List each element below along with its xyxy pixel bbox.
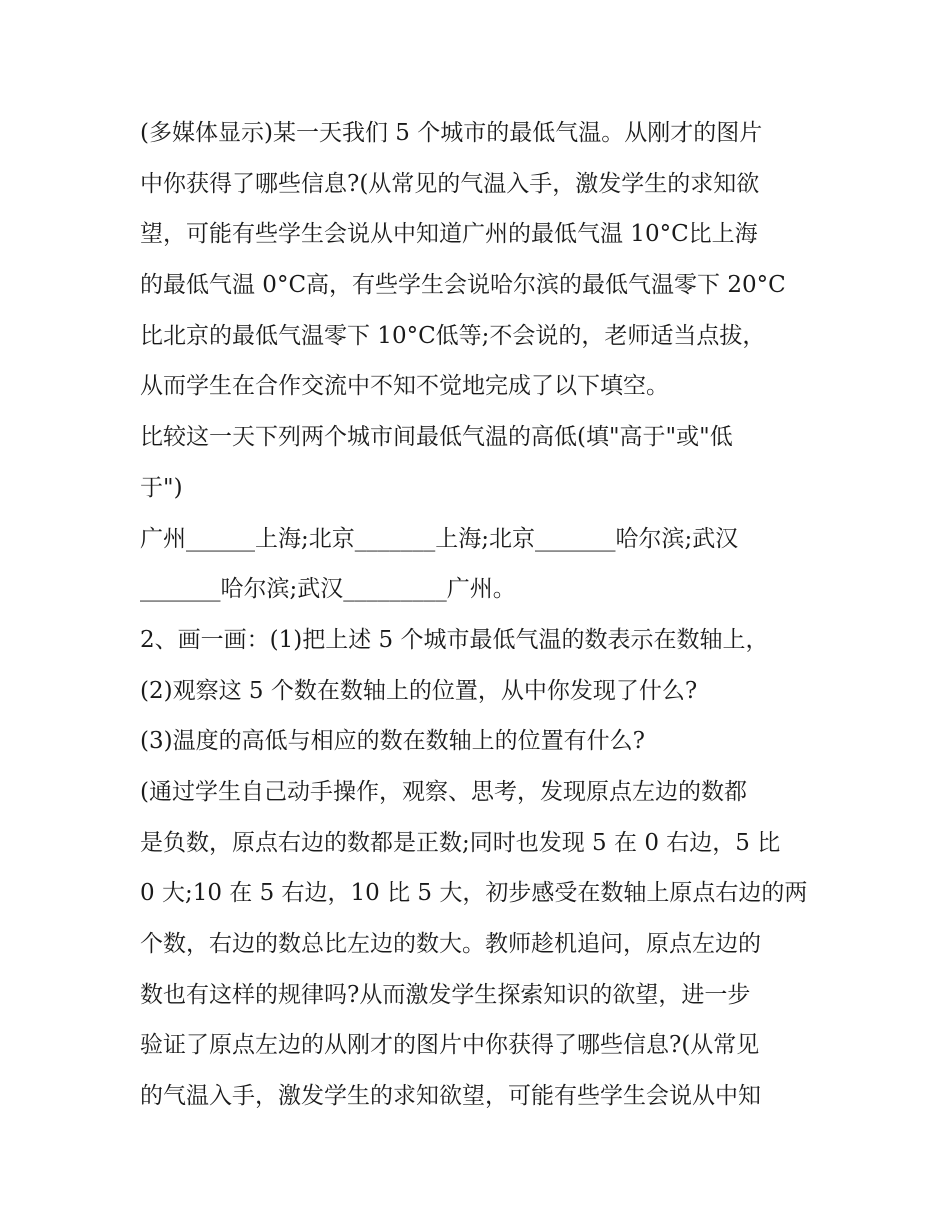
text-line: 个数，右边的数总比左边的数大。教师趁机追问，原点左边的 <box>140 931 761 957</box>
text-line: 中你获得了哪些信息?(从常见的气温入手，激发学生的求知欲 <box>140 170 760 197</box>
text-line: (2)观察这 5 个数在数轴上的位置，从中你发现了什么? <box>140 677 698 704</box>
text-line: 比北京的最低气温零下 10°C低等;不会说的，老师适当点拔， <box>140 322 766 349</box>
text-line: 比较这一天下列两个城市间最低气温的高低(填"高于"或"低 <box>140 424 733 451</box>
text-line: (通过学生自己动手操作，观察、思考，发现原点左边的数都 <box>140 778 747 805</box>
text-line: 望，可能有些学生会说从中知道广州的最低气温 10°C比上海 <box>140 221 758 248</box>
fill-in-blank-line: 广州______上海;北京_______上海;北京_______哈尔滨;武汉 <box>140 525 739 552</box>
document-body <box>140 108 830 1122</box>
text-line: 2、画一画：(1)把上述 5 个城市最低气温的数表示在数轴上， <box>140 626 769 653</box>
text-line: 的最低气温 0°C高，有些学生会说哈尔滨的最低气温零下 20°C <box>140 272 786 299</box>
text-line: 是负数，原点右边的数都是正数;同时也发现 5 在 0 右边，5 比 <box>140 829 781 856</box>
text-line: 从而学生在合作交流中不知不觉地完成了以下填空。 <box>140 373 669 400</box>
fill-in-blank-line: _______哈尔滨;武汉_________广州。 <box>140 576 516 603</box>
text-line: 0 大;10 在 5 右边，10 比 5 大，初步感受在数轴上原点右边的两 <box>140 880 808 907</box>
text-line: (3)温度的高低与相应的数在数轴上的位置有什么? <box>140 728 645 755</box>
text-line: (多媒体显示)某一天我们 5 个城市的最低气温。从刚才的图片 <box>140 120 763 146</box>
text-line: 数也有这样的规律吗?从而激发学生探索知识的欲望，进一步 <box>140 981 751 1008</box>
text-line: 验证了原点左边的从刚才的图片中你获得了哪些信息?(从常见 <box>140 1032 760 1059</box>
text-line: 的气温入手，激发学生的求知欲望，可能有些学生会说从中知 <box>140 1083 761 1110</box>
text-line: 于") <box>140 474 183 501</box>
